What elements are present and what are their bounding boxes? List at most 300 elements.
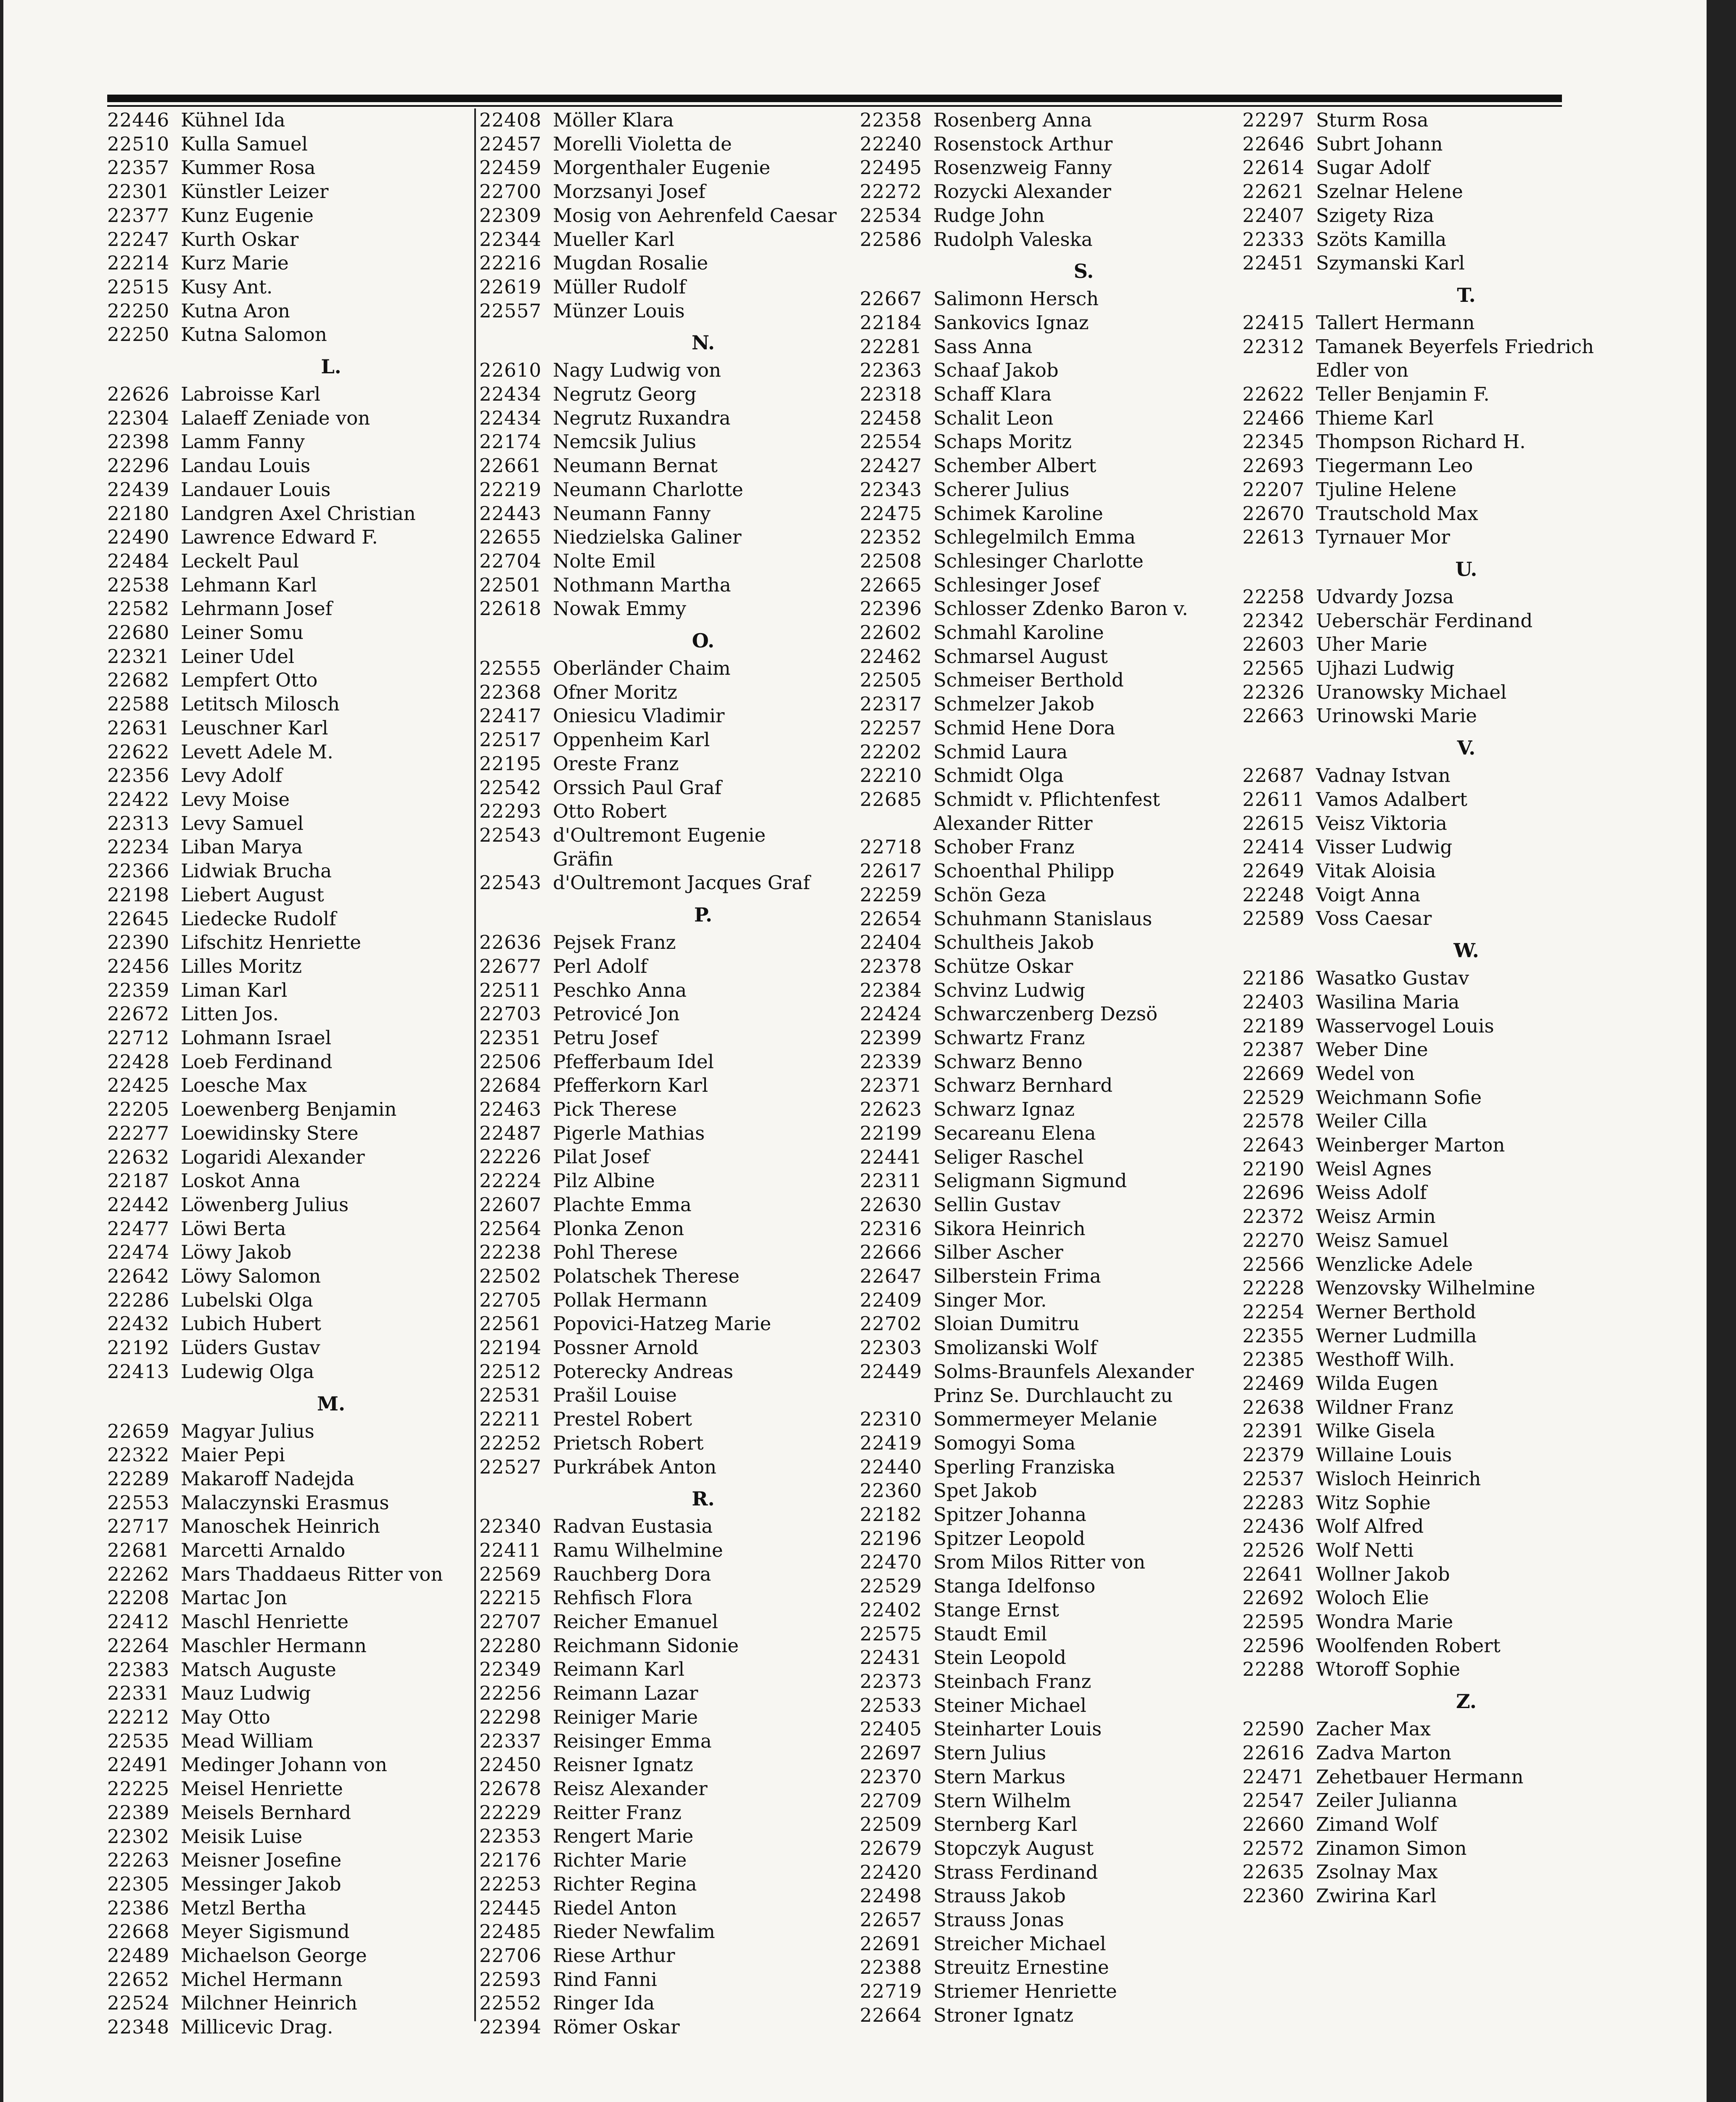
entry-name: Reisinger Emma	[553, 1730, 712, 1752]
list-item	[107, 1026, 481, 1050]
entry-name: Wolf Alfred	[1316, 1515, 1424, 1538]
entry-number: 22254	[1242, 1300, 1305, 1323]
entry-name: Ludewig Olga	[181, 1360, 314, 1383]
list-item	[107, 1658, 481, 1682]
entry-name: Zimand Wolf	[1316, 1813, 1437, 1835]
list-item	[107, 979, 481, 1003]
list-item	[1242, 156, 1617, 180]
list-item	[479, 573, 853, 597]
entry-number: 22506	[479, 1050, 542, 1073]
entry-name: Schmidt Olga	[933, 764, 1064, 787]
entry-number: 22510	[107, 132, 170, 155]
entry-number: 22666	[860, 1241, 922, 1264]
entry-name: Lüders Gustav	[181, 1336, 320, 1359]
entry-number: 22619	[479, 275, 542, 298]
entry-name: Weisz Samuel	[1316, 1229, 1449, 1252]
list-item	[1242, 1419, 1617, 1443]
entry-number: 22665	[860, 573, 922, 596]
entry-name: Kusy Ant.	[181, 275, 273, 298]
entry-name: Lilles Moritz	[181, 955, 302, 977]
list-item	[107, 1539, 481, 1563]
list-item	[479, 383, 853, 407]
entry-number: 22427	[860, 454, 922, 477]
entry-number: 22474	[107, 1241, 170, 1264]
list-item	[860, 907, 1234, 931]
list-item	[107, 764, 481, 788]
entry-number: 22450	[479, 1753, 542, 1776]
entry-number: 22487	[479, 1122, 542, 1144]
list-item	[860, 1550, 1234, 1574]
entry-name: Urinowski Marie	[1316, 705, 1477, 727]
entry-number: 22311	[860, 1170, 922, 1192]
list-item	[107, 1443, 481, 1467]
entry-number: 22509	[860, 1813, 922, 1836]
list-item	[107, 1002, 481, 1026]
entry-name: Loskot Anna	[181, 1170, 301, 1192]
entry-number: 22557	[479, 299, 542, 322]
entry-number: 22669	[1242, 1062, 1305, 1085]
entry-name: Ringer Ida	[553, 1992, 655, 2015]
entry-number: 22449	[860, 1360, 922, 1383]
list-item	[107, 1586, 481, 1610]
entry-number: 22174	[479, 430, 542, 453]
entry-name: Rehfisch Flora	[553, 1587, 693, 1609]
entry-number: 22611	[1242, 788, 1305, 811]
entry-name: Schwarz Bernhard	[933, 1074, 1113, 1097]
entry-number: 22542	[479, 776, 542, 799]
list-item	[860, 1146, 1234, 1170]
list-item	[1242, 1586, 1617, 1610]
list-item	[1242, 1515, 1617, 1539]
entry-name: Pfefferbaum Idel	[553, 1050, 714, 1073]
entry-number: 22561	[479, 1312, 542, 1335]
entry-number: 22302	[107, 1825, 170, 1848]
entry-number: 22462	[860, 645, 922, 668]
entry-name: Wildner Franz	[1316, 1396, 1453, 1418]
entry-number: 22312	[1242, 335, 1305, 358]
list-item	[860, 1217, 1234, 1241]
entry-name: Wilda Eugen	[1316, 1372, 1438, 1395]
list-item	[479, 1920, 853, 1944]
entry-name: Neumann Bernat	[553, 454, 718, 477]
entry-number: 22317	[860, 693, 922, 716]
entry-name: Mars Thaddaeus Ritter von	[181, 1563, 443, 1585]
entry-number: 22176	[479, 1849, 542, 1872]
entry-number: 22443	[479, 502, 542, 525]
entry-name: Weber Dine	[1316, 1038, 1428, 1061]
list-item	[860, 1980, 1234, 2004]
entry-name: Landgren Axel Christian	[181, 502, 416, 525]
entry-name: Levett Adele M.	[181, 740, 333, 763]
entry-number: 22470	[860, 1551, 922, 1574]
entry-number: 22572	[1242, 1837, 1305, 1859]
entry-name: Neumann Fanny	[553, 502, 711, 525]
entry-name: Werner Ludmilla	[1316, 1324, 1477, 1347]
entry-name: Salimonn Hersch	[933, 288, 1099, 310]
list-item	[1242, 1443, 1617, 1467]
entry-name: Perl Adolf	[553, 955, 647, 977]
entry-number: 22441	[860, 1146, 922, 1168]
list-item	[479, 1539, 853, 1563]
entry-number: 22631	[107, 716, 170, 739]
entry-name: Willaine Louis	[1316, 1444, 1452, 1466]
entry-name: Kurz Marie	[181, 252, 289, 275]
entry-number: 22704	[479, 549, 542, 572]
list-item	[860, 621, 1234, 645]
entry-name: Zwirina Karl	[1316, 1885, 1437, 1907]
list-item	[860, 1932, 1234, 1956]
entry-number: 22661	[479, 454, 542, 477]
entry-number: 22655	[479, 526, 542, 549]
list-item	[479, 156, 853, 180]
entry-number: 22199	[860, 1122, 922, 1144]
list-item	[860, 1265, 1234, 1289]
entry-name: Niedzielska Galiner	[553, 526, 742, 549]
list-item	[107, 430, 481, 454]
list-item	[1242, 383, 1617, 407]
entry-name: Zacher Max	[1316, 1718, 1431, 1740]
entry-number: 22502	[479, 1265, 542, 1287]
entry-name: Künstler Leizer	[181, 180, 329, 203]
list-item	[860, 597, 1234, 621]
list-item	[479, 681, 853, 705]
list-item	[1242, 812, 1617, 836]
entry-number: 22657	[860, 1909, 922, 1931]
entry-number: 22692	[1242, 1587, 1305, 1609]
entry-number: 22610	[479, 359, 542, 382]
list-item	[1242, 228, 1617, 252]
list-item	[479, 549, 853, 573]
list-item	[479, 1026, 853, 1050]
entry-number: 22310	[860, 1408, 922, 1431]
entry-name: Michel Hermann	[181, 1968, 343, 1991]
entry-number: 22240	[860, 132, 922, 155]
entry-name: Müller Rudolf	[553, 275, 686, 298]
list-item	[860, 1861, 1234, 1885]
list-item	[1242, 1658, 1617, 1682]
list-item	[1242, 1086, 1617, 1110]
entry-number: 22538	[107, 573, 170, 596]
entry-number: 22543	[479, 871, 542, 894]
entry-name: Plachte Emma	[553, 1193, 692, 1216]
entry-name: Meisel Henriette	[181, 1777, 343, 1800]
entry-name: Schaaf Jakob	[933, 359, 1059, 382]
entry-name: Kulla Samuel	[181, 132, 308, 155]
entry-number: 22180	[107, 502, 170, 525]
list-item	[479, 597, 853, 621]
entry-name: Logaridi Alexander	[181, 1146, 365, 1168]
entry-name: Maschl Henriette	[181, 1611, 349, 1633]
entry-name: Veisz Viktoria	[1316, 812, 1447, 834]
entry-name: Leiner Udel	[181, 645, 295, 668]
entry-name: Silberstein Frima	[933, 1265, 1101, 1288]
list-item	[479, 848, 853, 871]
entry-name: Secareanu Elena	[933, 1122, 1096, 1144]
list-item	[107, 2015, 481, 2039]
entry-number: 22717	[107, 1515, 170, 1538]
list-item	[107, 132, 481, 156]
list-item	[860, 668, 1234, 692]
entry-name: Kutna Aron	[181, 299, 290, 322]
entry-name: Ujhazi Ludwig	[1316, 657, 1455, 680]
entry-name: Wtoroff Sophie	[1316, 1658, 1461, 1681]
list-item	[1242, 1276, 1617, 1300]
entry-number: 22618	[479, 597, 542, 620]
entry-number: 22537	[1242, 1467, 1305, 1490]
entry-name: Petru Josef	[553, 1026, 658, 1049]
entry-number: 22706	[479, 1944, 542, 1967]
entry-name: Plonka Zenon	[553, 1217, 684, 1240]
list-item	[1242, 609, 1617, 633]
entry-name: Reiniger Marie	[553, 1706, 698, 1728]
entry-number: 22534	[860, 204, 922, 227]
entry-name: Wenzlicke Adele	[1316, 1253, 1473, 1275]
entry-number: 22553	[107, 1491, 170, 1514]
entry-number: 22636	[479, 931, 542, 954]
entry-name: Possner Arnold	[553, 1336, 699, 1359]
list-item	[860, 764, 1234, 788]
list-item	[107, 1289, 481, 1312]
list-item	[479, 430, 853, 454]
list-item	[479, 704, 853, 728]
entry-name: Schuhmann Stanislaus	[933, 907, 1152, 930]
list-item	[860, 1312, 1234, 1336]
list-item	[107, 955, 481, 979]
entry-number: 22351	[479, 1026, 542, 1049]
entry-name: Levy Moise	[181, 788, 290, 811]
entry-number: 22229	[479, 1801, 542, 1824]
list-item	[107, 597, 481, 621]
list-item	[1242, 859, 1617, 883]
list-item	[107, 180, 481, 204]
entry-name: Rosenstock Arthur	[933, 132, 1113, 155]
list-item	[860, 454, 1234, 478]
entry-number: 22632	[107, 1146, 170, 1168]
entry-name: Wasilina Maria	[1316, 990, 1460, 1013]
entry-name: Popovici-Hatzeg Marie	[553, 1312, 772, 1335]
entry-name: Trautschold Max	[1316, 502, 1478, 525]
list-item	[860, 549, 1234, 573]
list-item	[479, 1515, 853, 1539]
entry-name: Schember Albert	[933, 454, 1097, 477]
list-item	[107, 275, 481, 299]
list-item	[107, 1098, 481, 1122]
list-item	[479, 108, 853, 132]
list-item	[479, 1872, 853, 1896]
entry-name: Wilke Gisela	[1316, 1420, 1435, 1442]
list-item	[479, 1431, 853, 1455]
entry-name: Voigt Anna	[1316, 883, 1421, 906]
entry-name: Petrovicé Jon	[553, 1003, 680, 1025]
list-item	[1242, 1014, 1617, 1038]
entry-number: 22390	[107, 931, 170, 954]
entry-name: Stern Markus	[933, 1765, 1066, 1788]
entry-name: Lawrence Edward F.	[181, 526, 378, 549]
list-item	[107, 1944, 481, 1968]
entry-name: Richter Marie	[553, 1849, 687, 1872]
entry-number: 22529	[1242, 1086, 1305, 1109]
entry-name: Stern Julius	[933, 1742, 1046, 1764]
list-item	[860, 1122, 1234, 1146]
entry-name: Schober Franz	[933, 836, 1075, 858]
entry-number: 22436	[1242, 1515, 1305, 1538]
entry-name: Wedel von	[1316, 1062, 1415, 1085]
list-item	[860, 287, 1234, 311]
entry-number: 22396	[860, 597, 922, 620]
entry-number: 22687	[1242, 764, 1305, 787]
list-item	[860, 1336, 1234, 1360]
list-item	[479, 1074, 853, 1098]
entry-number: 22258	[1242, 585, 1305, 608]
entry-number: 22353	[479, 1825, 542, 1848]
list-item	[860, 740, 1234, 764]
entry-name: Oreste Franz	[553, 752, 679, 775]
entry-name: Stein Leopold	[933, 1646, 1066, 1669]
entry-name: Tamanek Beyerfels Friedrich	[1316, 335, 1594, 358]
entry-name: Leckelt Paul	[181, 549, 299, 572]
list-item	[479, 1265, 853, 1289]
entry-number: 22345	[1242, 430, 1305, 453]
entry-name: Liman Karl	[181, 979, 288, 1001]
list-item	[1242, 1181, 1617, 1205]
entry-number: 22652	[107, 1968, 170, 1991]
entry-name: Loewenberg Benjamin	[181, 1098, 397, 1121]
entry-name: Weinberger Marton	[1316, 1134, 1505, 1157]
entry-number: 22635	[1242, 1861, 1305, 1883]
list-item	[107, 1563, 481, 1587]
list-item	[860, 1169, 1234, 1193]
entry-name: Sankovics Ignaz	[933, 311, 1089, 334]
entry-number: 22283	[1242, 1491, 1305, 1514]
entry-number: 22383	[107, 1658, 170, 1681]
entry-name: Teller Benjamin F.	[1316, 383, 1490, 406]
entry-number: 22719	[860, 1980, 922, 2003]
entry-name: Spitzer Leopold	[933, 1527, 1085, 1550]
entry-name: Lalaeff Zeniade von	[181, 407, 370, 429]
list-item	[860, 2004, 1234, 2028]
list-item	[479, 1289, 853, 1312]
entry-name: Schmahl Karoline	[933, 621, 1104, 644]
section-letter-heading: Z.	[1456, 1690, 1477, 1713]
entry-name: Mosig von Aehrenfeld Caesar	[553, 204, 837, 227]
entry-name: Loeb Ferdinand	[181, 1050, 333, 1073]
entry-number: 22422	[107, 788, 170, 811]
entry-number: 22301	[107, 180, 170, 203]
entry-name: Werner Berthold	[1316, 1300, 1476, 1323]
list-item	[860, 1956, 1234, 1980]
list-item	[107, 1312, 481, 1336]
entry-number: 22511	[479, 979, 542, 1001]
entry-number: 22366	[107, 860, 170, 882]
list-item	[860, 1503, 1234, 1527]
entry-number: 22407	[1242, 204, 1305, 227]
entry-number: 22667	[860, 288, 922, 310]
list-item	[107, 645, 481, 669]
list-item	[860, 132, 1234, 156]
entry-number: 22403	[1242, 990, 1305, 1013]
entry-name: Reimann Karl	[553, 1658, 685, 1681]
entry-name: Srom Milos Ritter von	[933, 1551, 1146, 1574]
entry-name: Strauss Jakob	[933, 1885, 1066, 1907]
entry-number: 22357	[107, 156, 170, 179]
list-item	[860, 359, 1234, 383]
entry-name: Tallert Hermann	[1316, 311, 1475, 334]
list-item	[860, 645, 1234, 669]
entry-name: Zinamon Simon	[1316, 1837, 1467, 1859]
entry-name: Zehetbauer Hermann	[1316, 1765, 1524, 1788]
entry-number: 22389	[107, 1801, 170, 1824]
list-item	[479, 1169, 853, 1193]
list-item	[479, 776, 853, 800]
entry-number: 22370	[860, 1765, 922, 1788]
entry-name: Orssich Paul Graf	[553, 776, 722, 799]
list-item	[479, 1122, 853, 1146]
entry-name: Löwy Jakob	[181, 1241, 292, 1264]
entry-number: 22555	[479, 657, 542, 680]
entry-number: 22663	[1242, 705, 1305, 727]
list-item	[479, 728, 853, 752]
entry-name: Schaff Klara	[933, 383, 1052, 406]
entry-name: Liebert August	[181, 883, 324, 906]
entry-name: Pohl Therese	[553, 1241, 678, 1264]
list-item	[1242, 1467, 1617, 1491]
entry-name: Zeiler Julianna	[1316, 1789, 1458, 1812]
entry-number: 22645	[107, 907, 170, 930]
list-item	[479, 132, 853, 156]
entry-number: 22333	[1242, 228, 1305, 251]
entry-name: Rauchberg Dora	[553, 1563, 711, 1585]
list-item	[107, 407, 481, 430]
list-item	[479, 1586, 853, 1610]
entry-number: 22211	[479, 1408, 542, 1431]
list-item	[1242, 704, 1617, 728]
entry-number: 22439	[107, 478, 170, 501]
entry-name: Woolfenden Robert	[1316, 1634, 1501, 1657]
entry-number: 22707	[479, 1611, 542, 1633]
entry-number: 22638	[1242, 1396, 1305, 1418]
entry-number: 22617	[860, 860, 922, 882]
entry-number: 22621	[1242, 180, 1305, 203]
entry-name: Zsolnay Max	[1316, 1861, 1438, 1883]
list-item	[860, 883, 1234, 907]
list-item	[860, 1837, 1234, 1861]
entry-name: Marcetti Arnaldo	[181, 1539, 346, 1562]
list-item	[479, 871, 853, 895]
entry-name: Löwi Berta	[181, 1217, 286, 1240]
name-list-column-2	[479, 108, 853, 2039]
list-item	[860, 1455, 1234, 1479]
entry-number: 22257	[860, 716, 922, 739]
list-item	[1242, 1884, 1617, 1908]
entry-number: 22512	[479, 1360, 542, 1383]
entry-number: 22313	[107, 812, 170, 834]
entry-name: Lifschitz Henriette	[181, 931, 361, 954]
entry-name: Rozycki Alexander	[933, 180, 1111, 203]
list-item	[107, 156, 481, 180]
entry-number: 22280	[479, 1634, 542, 1657]
entry-number: 22641	[1242, 1563, 1305, 1585]
entry-number: 22405	[860, 1718, 922, 1740]
entry-number: 22471	[1242, 1765, 1305, 1788]
list-item	[860, 1241, 1234, 1265]
entry-name: Schwartz Franz	[933, 1027, 1085, 1049]
entry-number: 22253	[479, 1872, 542, 1895]
entry-number: 22297	[1242, 109, 1305, 131]
entry-name: Medinger Johann von	[181, 1753, 387, 1776]
entry-number: 22326	[1242, 681, 1305, 703]
entry-name: Löwy Salomon	[181, 1265, 321, 1288]
entry-name: Kutna Salomon	[181, 323, 327, 346]
